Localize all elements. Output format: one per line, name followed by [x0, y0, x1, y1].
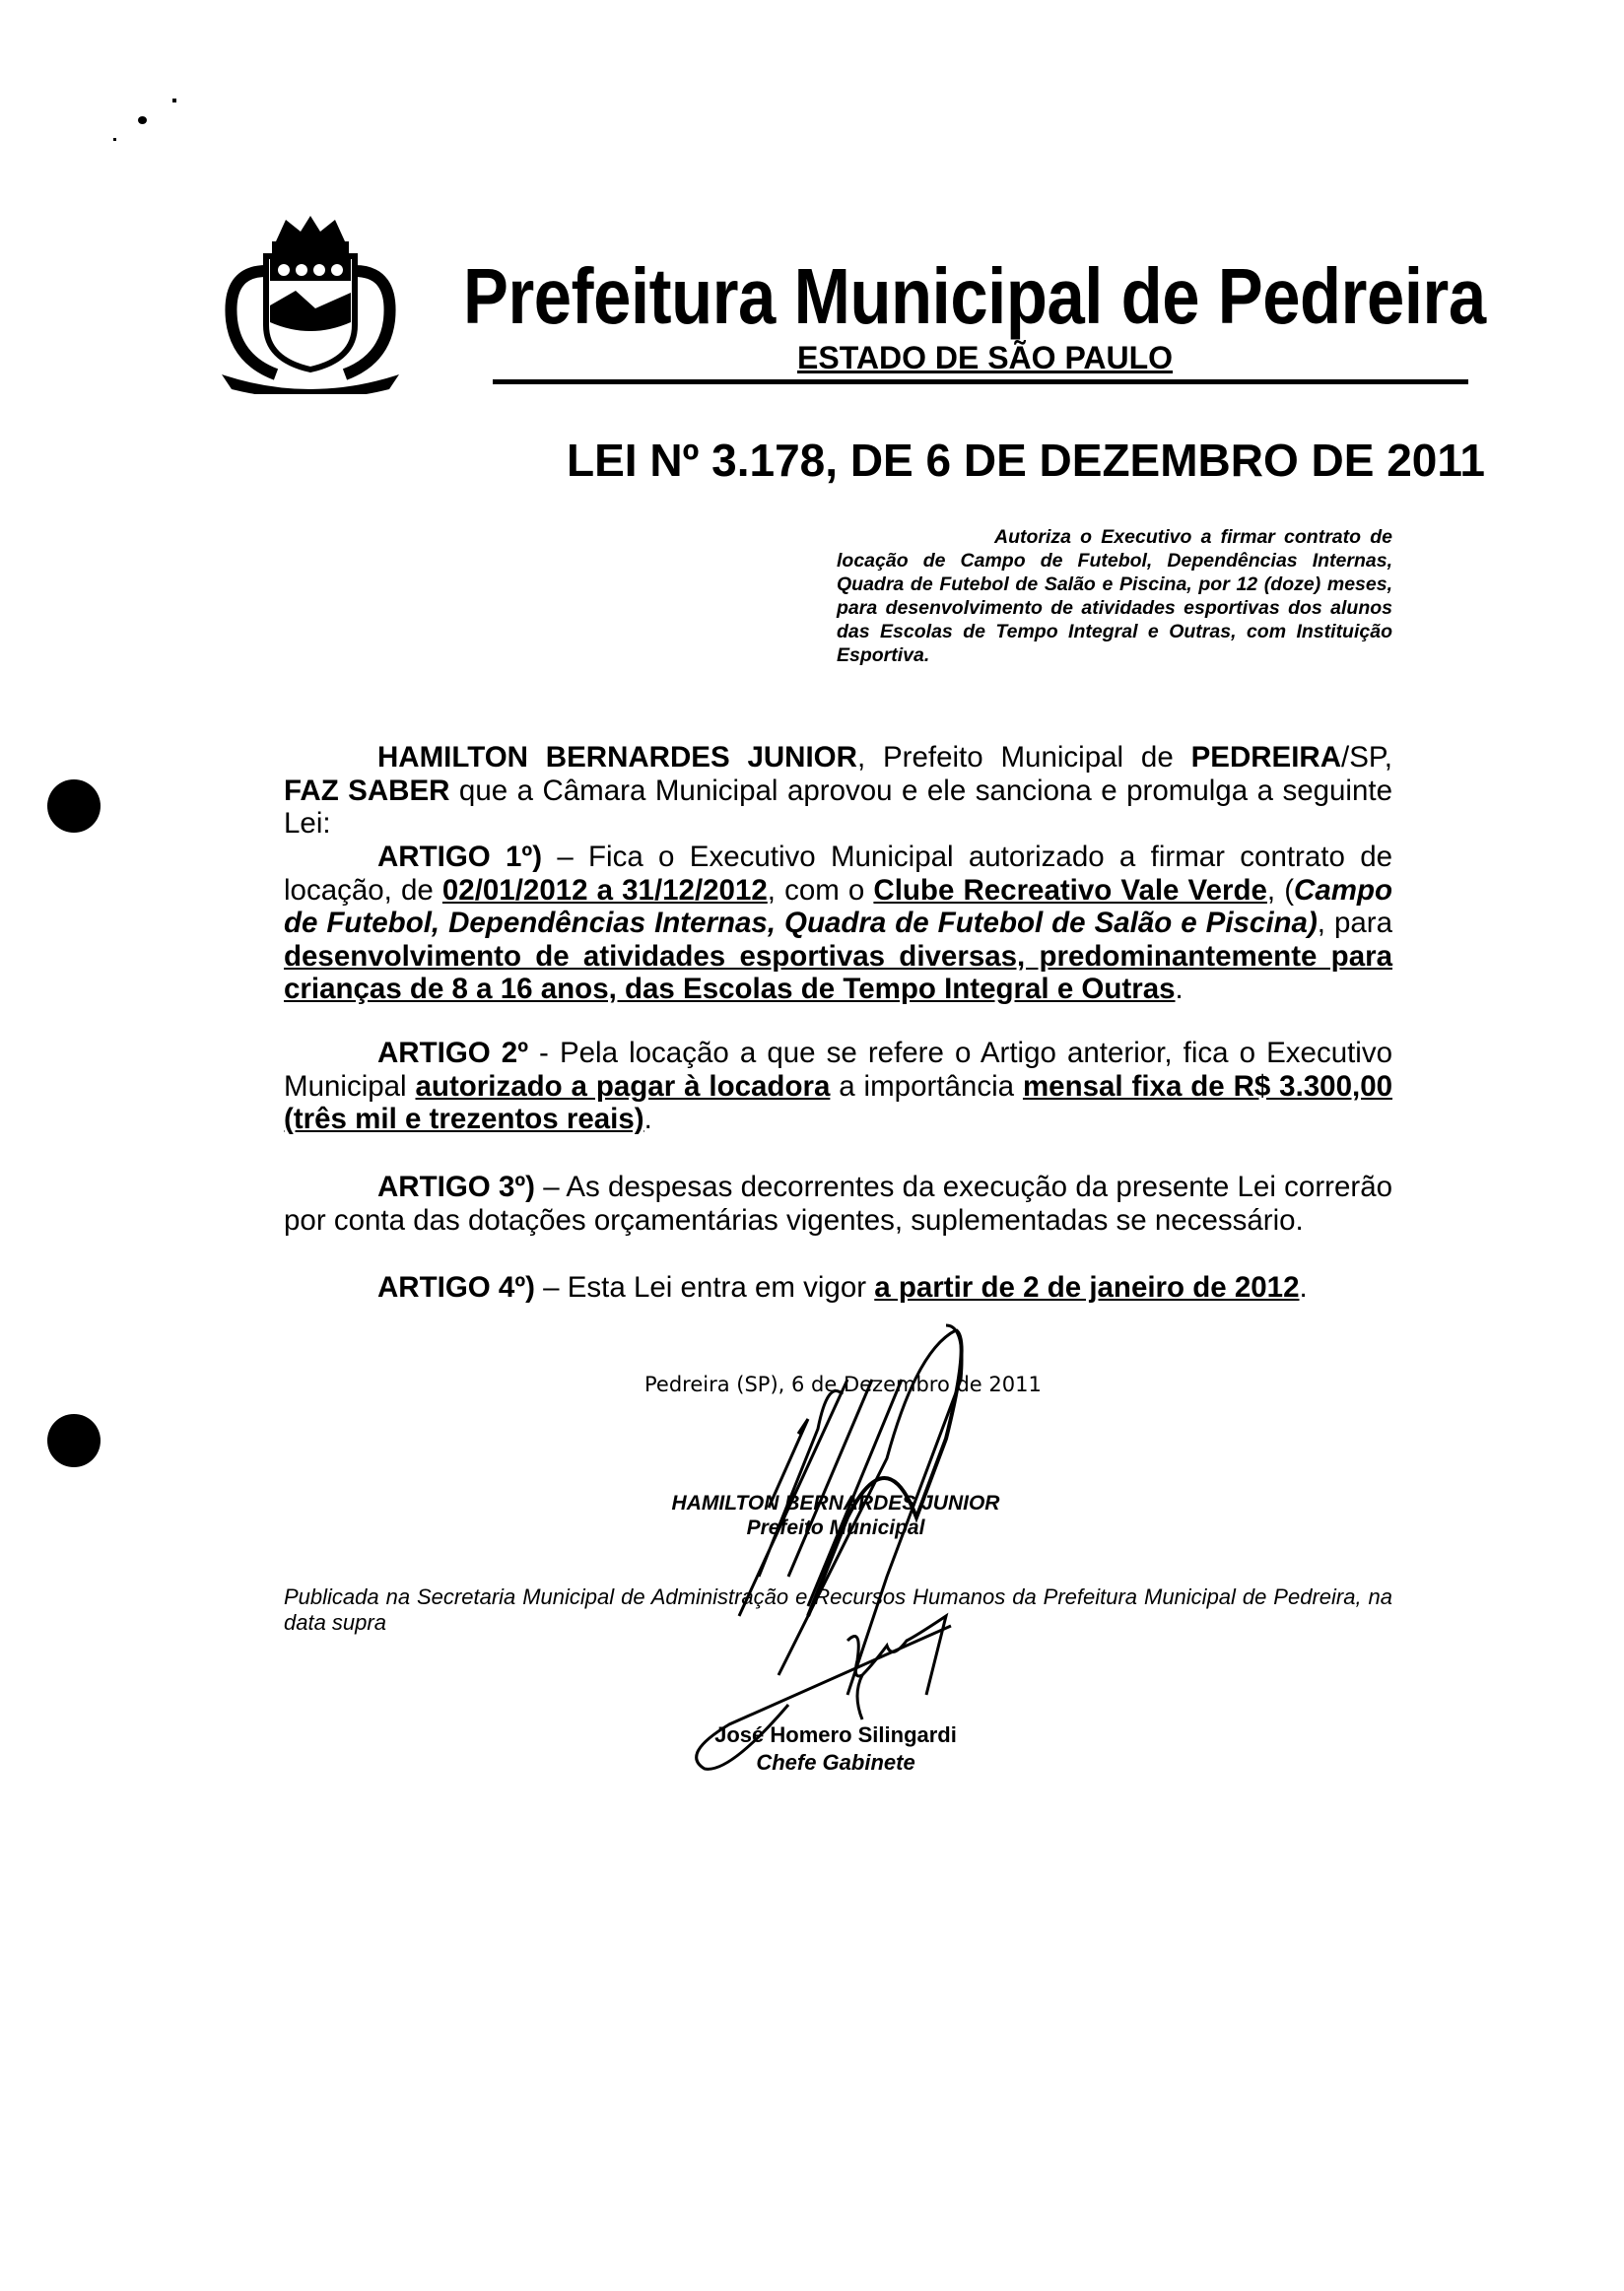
text: , para: [1317, 907, 1392, 939]
header-rule: [493, 379, 1468, 384]
scan-speck: [138, 116, 147, 124]
article-label: ARTIGO 3º): [377, 1171, 536, 1203]
facilities: Campo de Futebol, Dependências Internas, Quadra de Futebol de Salão e Piscina): [284, 873, 1393, 939]
club-name: Clube Recreativo Vale Verde: [873, 873, 1267, 907]
signer2-role: Chefe Gabinete: [756, 1750, 915, 1775]
article-label: ARTIGO 4º): [377, 1271, 535, 1304]
monthly-amount: mensal fixa de R$ 3.300,00 (três mil e trezentos reais): [284, 1069, 1393, 1135]
article-label: ARTIGO 2º: [377, 1037, 528, 1069]
article-3: [284, 1171, 1392, 1237]
state-subtitle: ESTADO DE SÃO PAULO: [793, 340, 1177, 376]
effective-date: a partir de 2 de janeiro de 2012: [874, 1271, 1300, 1304]
text: .: [1175, 973, 1184, 1005]
scan-speck: [113, 138, 116, 141]
text: – Fica o Executivo Municipal autorizado a firmar contrato de locação, de: [284, 841, 1393, 907]
preamble-paragraph: [284, 741, 1392, 841]
institution-title: Prefeitura Municipal de Pedreira: [463, 252, 1486, 340]
purpose: desenvolvimento de atividades esportivas diversas, predominantemente para crianças de 8 a 16 anos, das Escolas de Tempo Integral e Outras: [284, 939, 1392, 1005]
payment-authorization: autorizado a pagar à locadora: [415, 1069, 831, 1103]
signer1-role: Prefeito Municipal: [746, 1516, 925, 1539]
text: , Prefeito Municipal de: [856, 741, 1191, 774]
text: .: [643, 1103, 652, 1135]
text: - Pela locação a que se refere o Artigo anterior, fica o Executivo Municipal: [284, 1037, 1393, 1103]
faz-saber: FAZ SABER: [284, 774, 450, 807]
article-1: [284, 841, 1392, 1006]
signature-drawing: [591, 1320, 1084, 1793]
text: a importância: [830, 1069, 1023, 1103]
signer2-name: José Homero Silingardi: [714, 1722, 957, 1747]
article-4: [284, 1271, 1392, 1305]
publication-note: Publicada na Secretaria Municipal de Administração e Recursos Humanos da Prefeitura Municipal de Pedreira, na data supra: [284, 1584, 1392, 1635]
text: – Esta Lei entra em vigor: [534, 1271, 875, 1304]
signer1-name: HAMILTON BERNARDES JUNIOR: [671, 1492, 1000, 1515]
text: – As despesas decorrentes da execução da presente Lei correrão por conta das dotações orçamentárias vigentes, suplementadas se necessário.: [284, 1171, 1393, 1237]
city-name: PEDREIRA: [1190, 741, 1342, 774]
text: .: [1299, 1271, 1308, 1304]
article-2: [284, 1037, 1392, 1136]
law-summary: Autoriza o Executivo a firmar contrato de locação de Campo de Futebol, Dependências Internas, Quadra de Futebol de Salão e Piscina, por 12 (doze) meses, para desenvolvimento de atividades esportivas dos alunos das Escolas de Tempo Integral e Outras, com Instituição Esportiva.: [837, 526, 1392, 666]
text: /SP,: [1341, 741, 1392, 774]
punch-hole: [47, 779, 101, 833]
scan-speck: [172, 99, 176, 102]
contract-period: 02/01/2012 a 31/12/2012: [441, 873, 768, 907]
punch-hole: [47, 1414, 101, 1467]
text: , com o: [767, 873, 874, 907]
text: que a Câmara Municipal aprovou e ele sanciona e promulga a seguinte Lei:: [284, 774, 1392, 840]
article-label: ARTIGO 1º): [377, 841, 543, 873]
mayor-name: HAMILTON BERNARDES JUNIOR: [377, 741, 857, 774]
place-date: Pedreira (SP), 6 de Dezembro de 2011: [644, 1373, 1042, 1396]
coat-of-arms-icon: [207, 212, 414, 394]
text: , (: [1266, 873, 1295, 907]
law-heading: LEI Nº 3.178, DE 6 DE DEZEMBRO DE 2011: [567, 435, 1486, 486]
